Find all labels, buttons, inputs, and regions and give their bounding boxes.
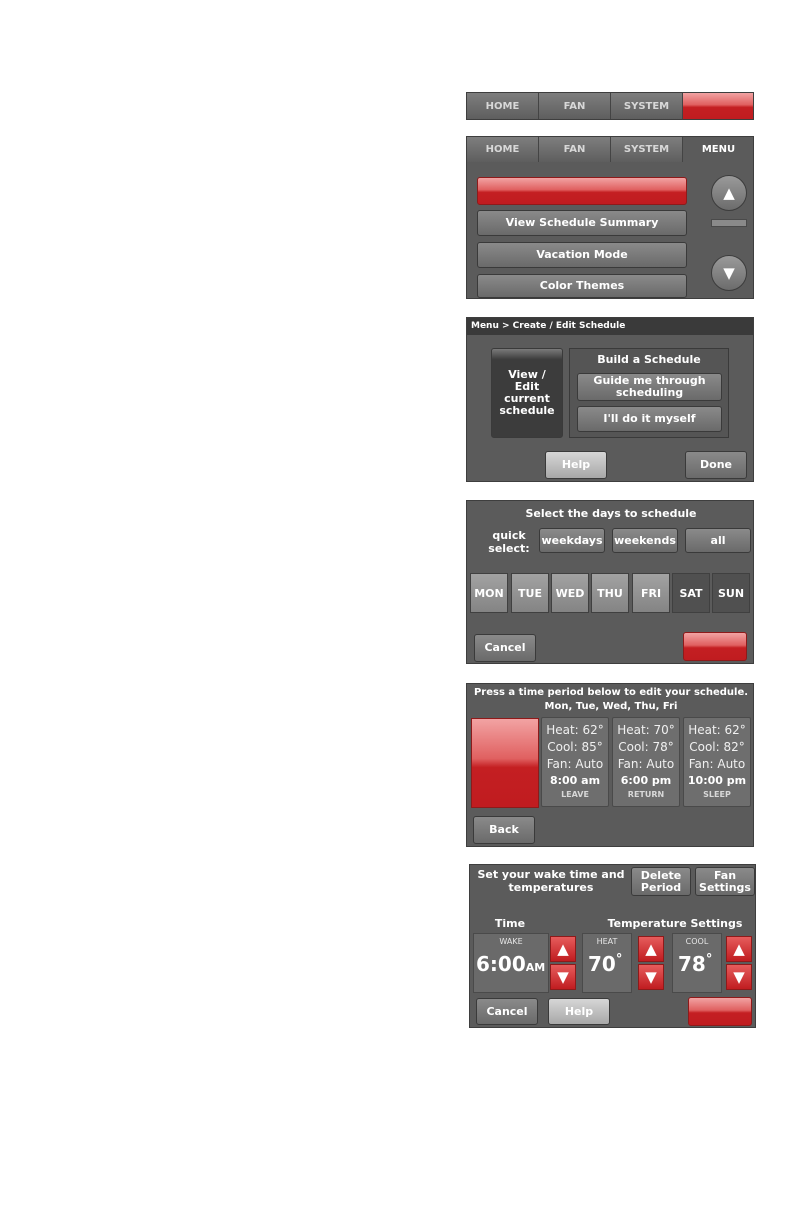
wake-ampm: AM [525,961,546,974]
heat-down-button[interactable] [638,964,664,990]
wake-time-down-button[interactable] [550,964,576,990]
do-it-myself-button[interactable]: I'll do it myself [577,406,722,432]
sleep-time: 10:00 pm [687,774,747,787]
menu-tabbar [467,137,754,162]
return-time: 6:00 pm [620,774,672,787]
screen-home-tabbar [466,92,754,120]
heat-value [588,952,622,976]
day-sat[interactable]: SAT [672,573,710,613]
periods-subtitle: Mon, Tue, Wed, Thu, Fri [544,701,678,712]
cancel-button[interactable]: Cancel [476,998,538,1025]
quick-select-weekdays[interactable]: weekdays [539,528,605,553]
leave-time: 8:00 am [549,774,601,787]
leave-name: LEAVE [561,790,589,799]
return-fan: Fan: Auto [617,757,675,771]
wake-time-up-button[interactable] [550,936,576,962]
temperature-settings-header: Temperature Settings [607,917,743,930]
done-button-highlighted[interactable] [688,997,752,1026]
screen-set-wake [469,864,756,1028]
build-schedule-title: Build a Schedule [597,353,701,366]
screen-create-edit-schedule [466,317,754,482]
quick-select-all[interactable]: all [685,528,751,553]
done-button-highlighted[interactable] [683,632,747,661]
help-button[interactable]: Help [545,451,607,479]
day-fri[interactable]: FRI [632,573,670,613]
cool-degree: ° [705,952,713,967]
period-return[interactable] [612,717,680,807]
period-sleep[interactable] [683,717,751,807]
up-arrow-icon: ▲ [645,940,657,958]
up-arrow-icon: ▲ [557,940,569,958]
period-leave[interactable] [541,717,609,807]
view-edit-current-schedule-button[interactable] [491,348,563,438]
tab-menu-highlighted[interactable] [683,93,754,119]
menu-item-create-edit-schedule[interactable] [477,177,687,205]
leave-heat: Heat: 62° [546,723,604,737]
cancel-button[interactable]: Cancel [474,634,536,662]
quick-select-weekends[interactable]: weekends [612,528,678,553]
day-sun[interactable]: SUN [712,573,750,613]
return-heat: Heat: 70° [617,723,675,737]
screen-select-days [466,500,754,664]
cool-value [678,952,712,976]
breadcrumb-text: Menu > Create / Edit Schedule [471,321,626,331]
cool-up-button[interactable] [726,936,752,962]
wake-time-value [476,952,545,976]
day-mon[interactable]: MON [470,573,508,613]
screen-time-periods [466,683,754,847]
day-wed[interactable]: WED [551,573,589,613]
sleep-name: SLEEP [703,790,731,799]
day-thu[interactable]: THU [591,573,629,613]
menu-item-color-themes[interactable]: Color Themes [477,274,687,298]
delete-period-button[interactable]: Delete Period [631,867,691,896]
view-edit-label: View / Edit current schedule [499,368,555,417]
tab-home[interactable]: HOME [467,137,539,162]
up-arrow-icon: ▲ [733,940,745,958]
periods-title: Press a time period below to edit your schedule. [473,687,749,698]
tab-home[interactable]: HOME [467,93,539,119]
return-cool: Cool: 78° [618,740,674,754]
cool-down-button[interactable] [726,964,752,990]
leave-fan: Fan: Auto [546,757,604,771]
screen-menu [466,136,754,299]
done-button[interactable]: Done [685,451,747,479]
down-arrow-icon: ▼ [733,968,745,986]
scroll-down-button[interactable] [711,255,747,291]
heat-digits: 70 [588,952,616,976]
down-arrow-icon: ▼ [557,968,569,986]
heat-degree: ° [615,952,623,967]
tab-system[interactable]: SYSTEM [611,137,683,162]
help-button[interactable]: Help [548,998,610,1025]
tab-fan[interactable]: FAN [539,93,611,119]
quick-select-label: quick select: [488,529,530,555]
down-arrow-icon: ▼ [723,264,735,282]
return-name: RETURN [627,790,665,799]
sleep-fan: Fan: Auto [688,757,746,771]
guide-me-button[interactable]: Guide me through scheduling [577,373,722,401]
scroll-indicator [711,219,747,227]
tab-fan[interactable]: FAN [539,137,611,162]
cool-label: COOL [685,937,709,946]
heat-label: HEAT [596,937,618,946]
time-header: Time [494,917,526,930]
wake-title: Set your wake time and temperatures [477,868,625,894]
fan-settings-button[interactable]: Fan Settings [695,867,755,896]
sleep-heat: Heat: 62° [688,723,746,737]
menu-item-vacation-mode[interactable]: Vacation Mode [477,242,687,268]
wake-label: WAKE [499,937,523,946]
scroll-up-button[interactable] [711,175,747,211]
wake-time-digits: 6:00 [476,952,526,976]
period-wake-highlighted[interactable] [471,718,539,808]
back-button[interactable]: Back [473,816,535,844]
menu-item-view-schedule-summary[interactable]: View Schedule Summary [477,210,687,236]
select-days-title: Select the days to schedule [525,507,697,520]
tab-menu[interactable]: MENU [683,137,754,162]
up-arrow-icon: ▲ [723,184,735,202]
leave-cool: Cool: 85° [547,740,603,754]
down-arrow-icon: ▼ [645,968,657,986]
tab-system[interactable]: SYSTEM [611,93,683,119]
day-tue[interactable]: TUE [511,573,549,613]
cool-digits: 78 [678,952,706,976]
heat-up-button[interactable] [638,936,664,962]
sleep-cool: Cool: 82° [689,740,745,754]
